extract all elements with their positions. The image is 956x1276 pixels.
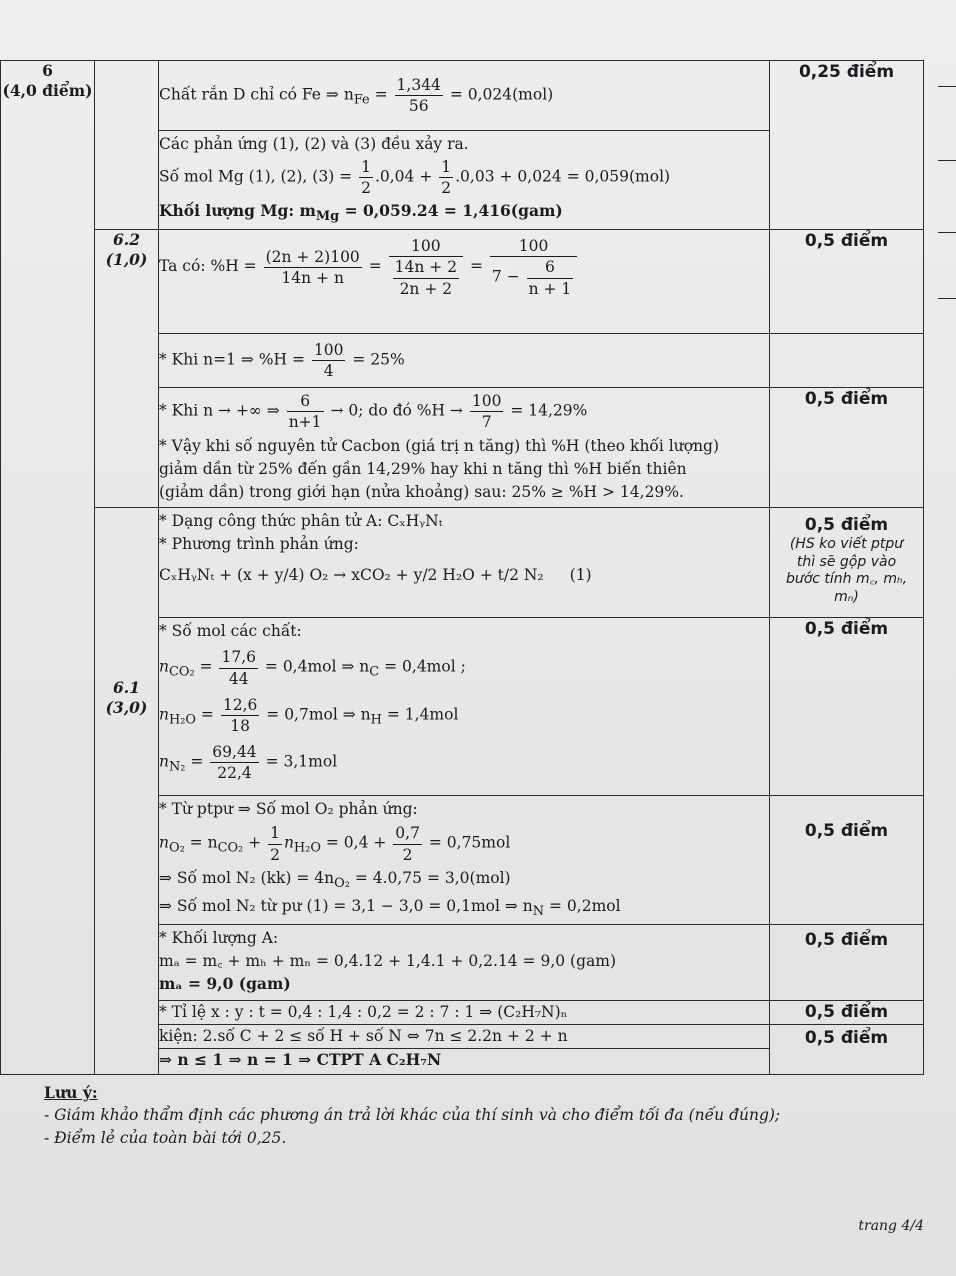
frac-num: 100	[312, 340, 346, 361]
var-sub: O₂	[168, 841, 185, 857]
var-sub: N₂	[168, 759, 186, 775]
frac-num: 14n + 2	[393, 257, 459, 278]
var-sub: H	[370, 712, 382, 728]
fe-den: 56	[408, 97, 429, 115]
question-number: 6	[42, 61, 53, 80]
subpart-label: 6.1	[113, 678, 140, 698]
frac-den: 2	[361, 179, 371, 198]
mg-line-1: Các phản ứng (1), (2) và (3) đều xảy ra.	[159, 135, 469, 153]
fe-text: Chất rắn D chỉ có Fe ⇒ n	[159, 85, 354, 104]
score-value: 0,5 điểm	[804, 619, 889, 640]
score-value: 0,5 điểm	[804, 1027, 889, 1048]
moles-title: * Số mol các chất:	[159, 622, 302, 641]
mass-a-calc: mₐ = m꜀ + mₕ + mₙ = 0,4.12 + 1,4.1 + 0,2.14 = 9,0 (gam)	[159, 951, 617, 970]
score-cell	[770, 230, 924, 334]
fe-num: 1,344	[395, 75, 443, 96]
var-sub: CO₂	[217, 841, 244, 857]
score-value: 0,5 điểm	[804, 821, 889, 842]
var-sub: H₂O	[168, 712, 196, 728]
row-formula	[159, 508, 770, 618]
ph-lead: Ta có: %H =	[159, 257, 262, 276]
row-fe	[159, 61, 770, 131]
h2o-frac	[221, 695, 260, 736]
var-sub: N	[532, 903, 545, 919]
ph-frac-2-inner	[393, 257, 459, 298]
row-final	[159, 1048, 770, 1074]
o2-frac	[393, 823, 422, 864]
ph-frac-2	[389, 236, 463, 298]
mg-mass-value: = 0,059.24 = 1,416(gam)	[339, 201, 563, 221]
co2-result: = 0,4mol ;	[379, 658, 466, 677]
n2-frac	[210, 742, 258, 783]
frac-num: 100	[490, 236, 577, 257]
mass-a-title: * Khối lượng A:	[159, 928, 279, 947]
scoring-table	[0, 60, 924, 1075]
frac-num: 0,7	[393, 823, 422, 844]
condition-line: kiện: 2.số C + 2 ≤ số H + số N ⇔ 7n ≤ 2.2n + 2 + n	[159, 1026, 568, 1045]
score-note: thì sẽ gộp vào	[796, 553, 897, 570]
equation-label: * Phương trình phản ứng:	[159, 535, 359, 554]
ph-frac-3-inner	[527, 257, 574, 298]
mg-half-2	[439, 157, 453, 198]
formula-line: * Dạng công thức phân tử A: CₓHᵧNₜ	[159, 512, 443, 531]
frac-num: 6	[287, 391, 324, 412]
notes-title: Lưu ý:	[44, 1083, 98, 1102]
frac-num: 1	[439, 157, 453, 178]
ph-frac-1	[264, 247, 362, 288]
equation-number: (1)	[569, 565, 592, 584]
score-note: bước tính m꜀, mₕ,	[785, 571, 908, 588]
var-n: n	[159, 705, 169, 724]
frac-den: 2	[402, 845, 413, 864]
frac-den: 18	[230, 716, 250, 735]
frac-den: 14n + n	[281, 269, 344, 288]
question-cell	[1, 61, 95, 1075]
n2-air-result: = 4.0,75 = 3,0(mol)	[349, 868, 511, 887]
page-number: trang 4/4	[858, 1218, 924, 1234]
o2-result: = 0,75mol	[423, 834, 511, 853]
final-formula: ⇒ n ≤ 1 ⇒ n = 1 ⇒ CTPT A C₂H₇N	[159, 1049, 442, 1069]
score-value: 0,5 điểm	[804, 515, 889, 536]
row-mass-a	[159, 924, 770, 1000]
o2-half	[268, 823, 282, 864]
subpart-label: 6.2	[113, 230, 140, 250]
edge-tick	[938, 160, 956, 161]
frac-den: 22,4	[217, 764, 252, 783]
frac-num: 69,44	[210, 742, 258, 763]
ninf-result: = 14,29%	[505, 401, 588, 420]
oxygen-title: * Từ ptpư ⇒ Số mol O₂ phản ứng:	[159, 800, 418, 819]
subpart-6-2	[95, 230, 159, 508]
reaction-equation: CₓHᵧNₜ + (x + y/4) O₂ → xCO₂ + y/2 H₂O + t/2 N₂	[159, 565, 544, 584]
n2-result: = 3,1mol	[260, 752, 338, 771]
frac-num: 12,6	[221, 695, 260, 716]
frac-num: 1	[359, 157, 373, 178]
n1-text: * Khi n=1 ⇒ %H =	[159, 350, 310, 369]
frac-den: 44	[228, 669, 249, 688]
fe-result: = 0,024(mol)	[444, 85, 554, 104]
var-n: n	[159, 658, 169, 677]
n1-result: = 25%	[347, 350, 405, 369]
frac-num: 100	[470, 391, 504, 412]
ninf-text: * Khi n → +∞ ⇒	[159, 401, 285, 420]
co2-mid: = 0,4mol ⇒ n	[259, 658, 370, 677]
score-cell	[770, 61, 924, 230]
score-value: 0,25 điểm	[798, 62, 895, 82]
o2-mid: = 0,4 +	[320, 834, 392, 853]
h2o-mid: = 0,7mol ⇒ n	[261, 705, 371, 724]
frac-num: (2n + 2)100	[264, 247, 362, 268]
fe-sub: Fe	[353, 92, 370, 108]
score-value: 0,5 điểm	[804, 389, 889, 410]
score-cell	[770, 388, 924, 508]
frac-den: 4	[323, 362, 334, 381]
question-points: (4,0 điểm)	[2, 81, 93, 101]
frac-den: n + 1	[528, 279, 572, 298]
score-cell	[770, 508, 924, 618]
score-empty	[770, 334, 924, 388]
score-cell	[770, 1024, 924, 1074]
conclusion-line-2: giảm dần từ 25% đến gần 14,29% hay khi n tăng thì %H biến thiên	[159, 459, 687, 478]
var-sub: H₂O	[293, 841, 321, 857]
h2o-result: = 1,4mol	[381, 705, 459, 724]
score-note: (HS ko viết ptpư	[789, 536, 904, 553]
row-oxygen	[159, 796, 770, 924]
frac-den-text: 7 −	[491, 268, 525, 287]
score-cell	[770, 796, 924, 924]
var-n: n	[159, 752, 169, 771]
o2-plus: +	[243, 834, 267, 853]
ninf-mid: → 0; do đó %H →	[325, 401, 468, 420]
score-cell	[770, 1000, 924, 1024]
score-note: mₙ)	[834, 588, 859, 605]
score-cell	[770, 924, 924, 1000]
frac-num: 100	[389, 236, 463, 257]
subpart-points: (1,0)	[105, 250, 148, 270]
score-value: 0,5 điểm	[804, 231, 889, 252]
var-n: n	[159, 834, 169, 853]
edge-tick	[938, 298, 956, 299]
conclusion-line-3: (giảm dần) trong giới hạn (nửa khoảng) sau: 25% ≥ %H > 14,29%.	[159, 482, 684, 501]
score-value: 0,5 điểm	[804, 1001, 889, 1022]
row-percent-h: Ta có: %H = $\frac{(2n + 2)100}{14n + n}$ = $\frac{100}{\frac{14n + 2}{2n + 2}}$ = 100 7 − $\frac{6}{n + 1}$	[159, 230, 770, 334]
ratio-line: * Tỉ lệ x : y : t = 0,4 : 1,4 : 0,2 = 2 : 7 : 1 ⇒ (C₂H₇N)ₙ	[159, 1002, 568, 1021]
frac-den: 7	[481, 413, 492, 432]
frac-num: 17,6	[219, 647, 258, 668]
note-line: - Giám khảo thẩm định các phương án trả lời khác của thí sinh và cho điểm tối đa (nếu đúng);	[44, 1106, 781, 1125]
co2-frac	[219, 647, 258, 688]
row-ratio	[159, 1000, 770, 1024]
subpart-6-1	[95, 508, 159, 1074]
o2-eq: = n	[184, 834, 218, 853]
var-sub: CO₂	[168, 665, 195, 681]
mg-mass-label: Khối lượng Mg: m	[159, 201, 316, 221]
subpart-points: (3,0)	[105, 698, 148, 718]
mg-result: .0,03 + 0,024 = 0,059(mol)	[455, 167, 671, 186]
score-cell	[770, 618, 924, 796]
row-condition	[159, 1024, 770, 1048]
ph-frac-3	[490, 236, 577, 298]
n2-air-line: ⇒ Số mol N₂ (kk) = 4n	[159, 868, 335, 887]
mg-mid: .0,04 +	[374, 167, 438, 186]
row-n1	[159, 334, 770, 388]
ninf-frac	[287, 391, 324, 432]
row-moles: * Số mol các chất: $n_{CO_2}$ = $\frac{17,6}{44}$ = 0,4mol ⇒ $n_C = 0,4mol$ ; $n_{H_2O}$ = $\frac{12,6}{18}$ = 0,7mol ⇒ $n_H = 1,4mol$ $n_{N_2}$ = $\frac{69,44}{22,4}$ = 3,1mol	[159, 618, 770, 796]
n1-frac	[312, 340, 346, 381]
row-n-infinity	[159, 388, 770, 508]
frac-den: 2	[270, 845, 280, 864]
frac-num: 1	[268, 823, 282, 844]
frac-den: 2	[441, 179, 452, 198]
note-line: - Điểm lẻ của toàn bài tới 0,25.	[44, 1128, 287, 1147]
var-n: n	[283, 834, 294, 853]
fe-fraction	[395, 75, 443, 116]
score-value: 0,5 điểm	[804, 929, 889, 950]
notes-section	[44, 1082, 780, 1149]
mass-a-result: mₐ = 9,0 (gam)	[159, 973, 291, 993]
mg-text: Số mol Mg (1), (2), (3) =	[159, 167, 358, 186]
ninf-frac-2	[470, 391, 504, 432]
row-mg	[159, 131, 770, 230]
n2-reaction-line: ⇒ Số mol N₂ từ pư (1) = 3,1 − 3,0 = 0,1mol ⇒ n	[159, 896, 533, 915]
sub-empty-cell	[95, 61, 159, 230]
frac-den: 2n + 2	[399, 279, 453, 298]
conclusion-line-1: * Vậy khi số nguyên tử Cacbon (giá trị n tăng) thì %H (theo khối lượng)	[159, 436, 720, 455]
frac-num: 6	[527, 257, 574, 278]
mg-sub: Mg	[315, 209, 340, 225]
edge-tick	[938, 86, 956, 87]
frac-den: n+1	[288, 413, 322, 432]
edge-tick	[938, 232, 956, 233]
var-sub: O₂	[334, 875, 350, 891]
n2-reaction-result: = 0,2mol	[544, 896, 621, 915]
var-sub: C	[369, 665, 380, 681]
mg-half-1	[359, 157, 373, 198]
fe-eq: =	[369, 85, 393, 104]
